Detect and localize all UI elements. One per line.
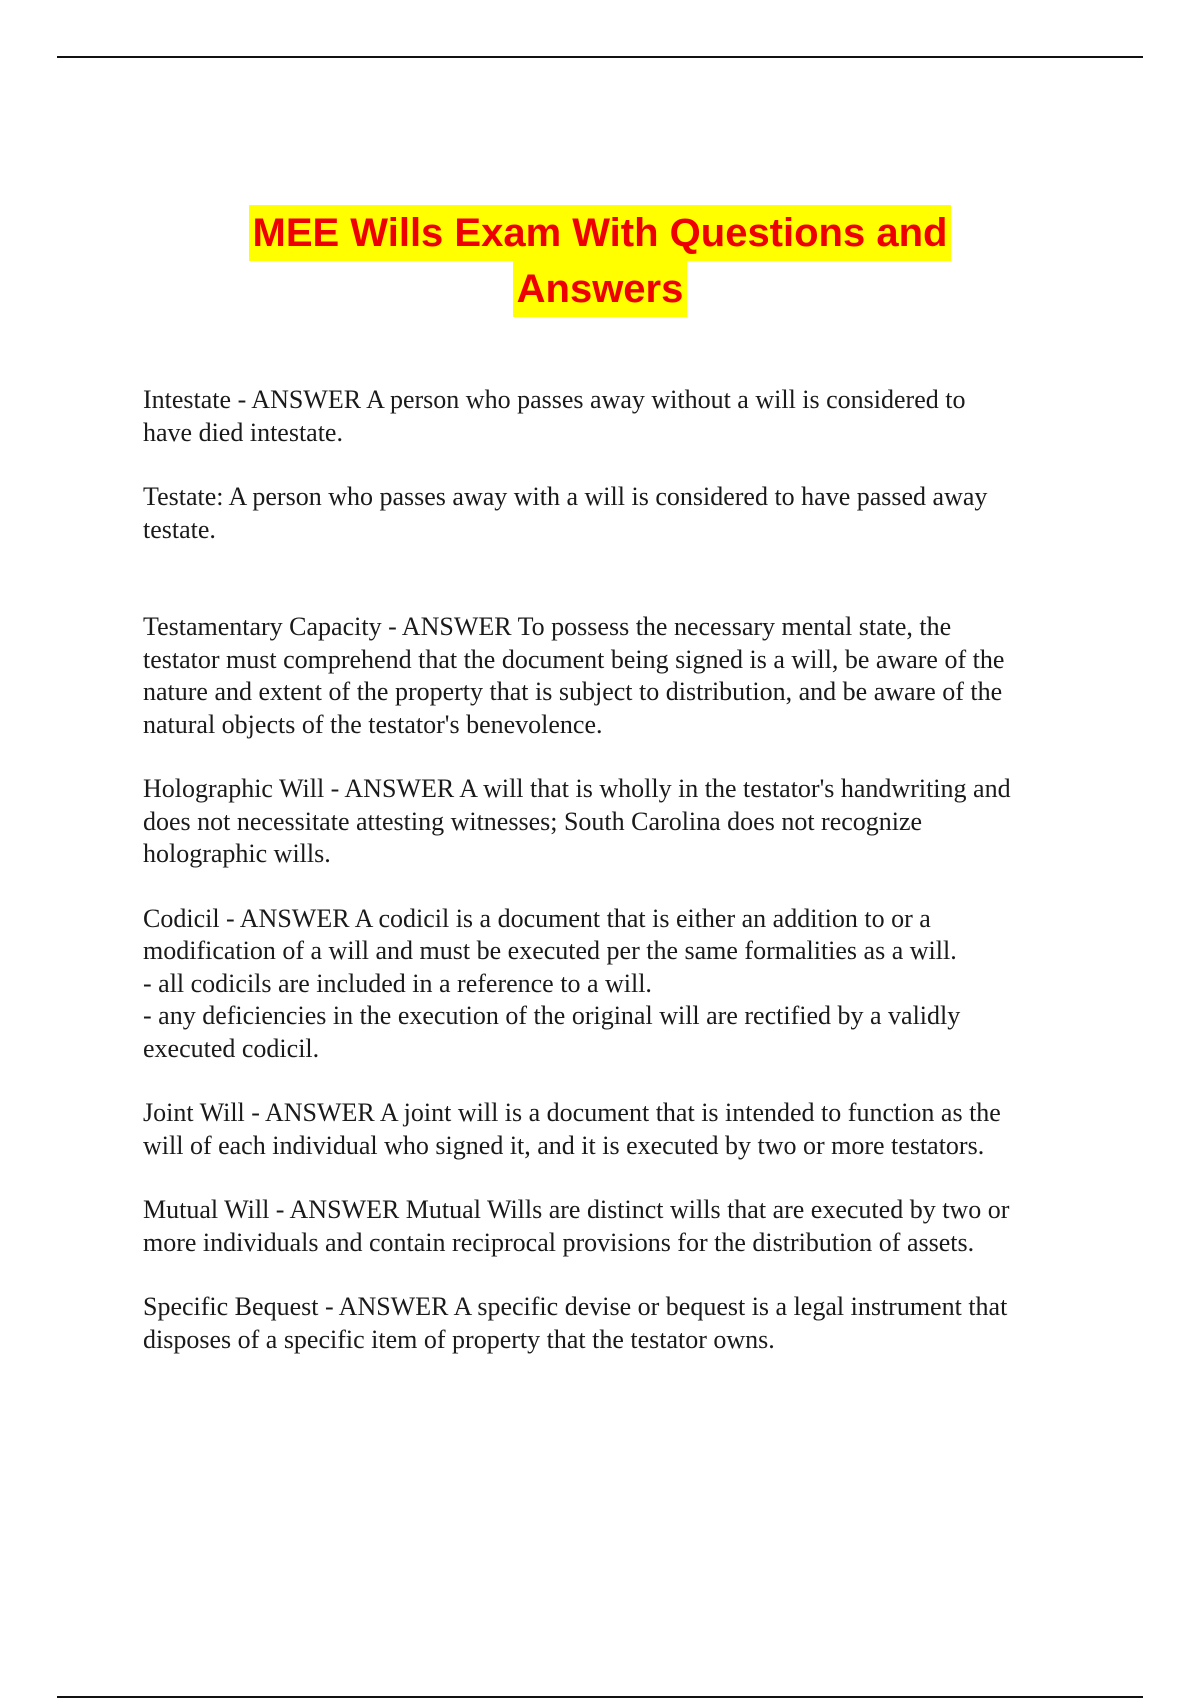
- entry-line: testator must comprehend that the document being signed is a will, be aware of the: [143, 644, 1005, 674]
- document-body: [143, 384, 1103, 1388]
- entry-line: more individuals and contain reciprocal provisions for the distribution of assets.: [143, 1227, 975, 1257]
- entry-line: Testate: A person who passes away with a will is considered to have passed away: [143, 482, 988, 511]
- entry-specific-bequest: [143, 1291, 1103, 1356]
- entry-line: holographic wills.: [143, 839, 331, 868]
- entry-testate: [143, 481, 1103, 546]
- entry-line: will of each individual who signed it, and it is executed by two or more testators.: [143, 1130, 985, 1160]
- entry-line: have died intestate.: [143, 417, 343, 447]
- entry-line: Holographic Will - ANSWER A will that is wholly in the testator's handwriting and: [143, 774, 1011, 803]
- document-title: [0, 205, 1200, 317]
- entry-testamentary-capacity: [143, 611, 1103, 741]
- entry-line: - any deficiencies in the execution of the original will are rectified by a validly: [143, 1001, 961, 1030]
- entry-line: does not necessitate attesting witnesses; South Carolina does not recognize: [143, 806, 923, 836]
- entry-line: - all codicils are included in a reference to a will.: [143, 968, 652, 998]
- title-line-2: Answers: [513, 261, 688, 317]
- entry-line: disposes of a specific item of property that the testator owns.: [143, 1324, 775, 1354]
- entry-line: Testamentary Capacity - ANSWER To possess the necessary mental state, the: [143, 612, 952, 641]
- entry-line: modification of a will and must be executed per the same formalities as a will.: [143, 936, 957, 965]
- entry-line: testate.: [143, 514, 216, 544]
- entry-line: Joint Will - ANSWER A joint will is a document that is intended to function as the: [143, 1098, 1001, 1127]
- entry-intestate: [143, 384, 1103, 449]
- entry-line: Mutual Will - ANSWER Mutual Wills are distinct wills that are executed by two or: [143, 1195, 1010, 1224]
- entry-line: Specific Bequest - ANSWER A specific devise or bequest is a legal instrument that: [143, 1292, 1008, 1321]
- bottom-rule: [57, 1696, 1143, 1698]
- top-rule: [57, 56, 1143, 58]
- entry-joint-will: [143, 1097, 1103, 1162]
- entry-codicil: [143, 903, 1103, 1066]
- title-line-1: MEE Wills Exam With Questions and: [249, 205, 952, 261]
- entry-line: natural objects of the testator's benevolence.: [143, 709, 603, 739]
- entry-line: Codicil - ANSWER A codicil is a document that is either an addition to or a: [143, 903, 931, 933]
- entry-line: executed codicil.: [143, 1033, 320, 1063]
- entry-holographic-will: [143, 773, 1103, 871]
- entry-mutual-will: [143, 1194, 1103, 1259]
- entry-line: nature and extent of the property that is subject to distribution, and be aware of the: [143, 677, 1003, 706]
- entry-line: Intestate - ANSWER A person who passes away without a will is considered to: [143, 385, 966, 414]
